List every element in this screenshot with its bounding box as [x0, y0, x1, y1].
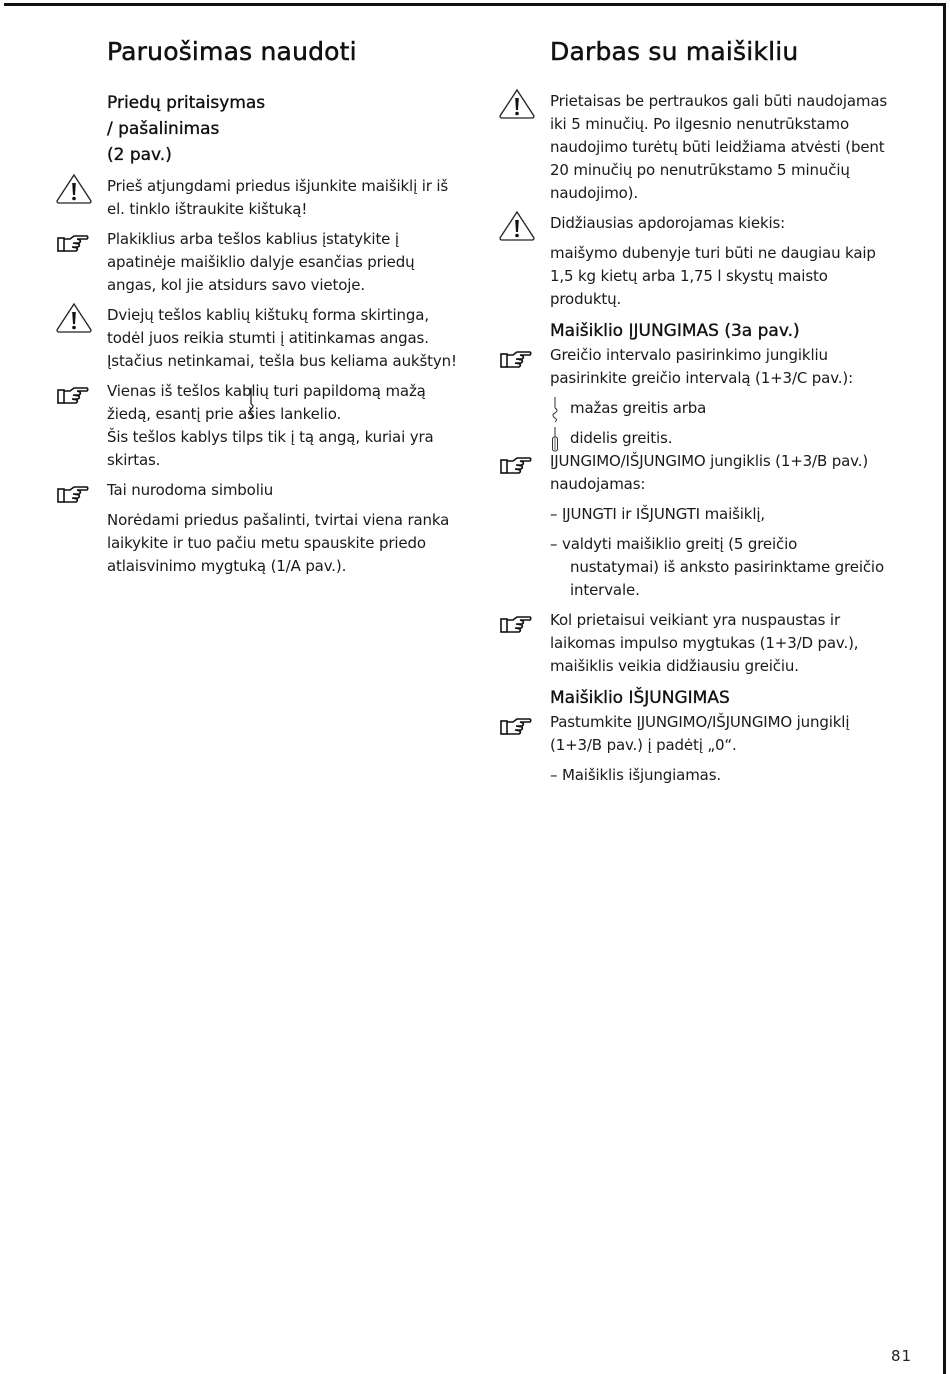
page-border-top	[4, 3, 946, 6]
speed-high-label: didelis greitis.	[570, 429, 673, 447]
speed-high-item	[550, 427, 920, 450]
hint-block	[107, 479, 477, 502]
text-line: naudojimo turėtų būti leidžiama atvėsti (bent	[550, 138, 885, 156]
text-line: maišymo dubenyje turi būti ne daugiau kaip	[550, 244, 876, 262]
text-line: (1+3/B pav.) į padėtį „0“.	[550, 736, 737, 754]
page-number: 81	[891, 1347, 913, 1365]
text-line: Šis tešlos kablys tilps tik į tą angą, kuriai yra	[107, 428, 434, 446]
text-line: 1,5 kg kietų arba 1,75 l skystų maisto	[550, 267, 828, 285]
left-column	[107, 36, 477, 578]
text-line: laikomas impulso mygtukas (1+3/D pav.),	[550, 634, 859, 652]
warning-icon	[55, 173, 93, 203]
pointing-hand-icon	[57, 485, 95, 515]
warning-icon	[498, 88, 536, 118]
pointing-hand-icon	[500, 456, 538, 486]
text-line: laikykite ir tuo pačiu metu spauskite priedo	[107, 534, 426, 552]
text-line: ĮJUNGIMO/IŠJUNGIMO jungiklis (1+3/B pav.)	[550, 452, 869, 470]
pointing-hand-icon	[57, 234, 95, 264]
text-line: maišiklis veikia didžiausiu greičiu.	[550, 657, 799, 675]
text-line: Plakiklius arba tešlos kablius įstatykite į	[107, 230, 399, 248]
text-line: Prietaisas be pertraukos gali būti naudojamas	[550, 92, 888, 110]
warning-icon	[55, 302, 93, 332]
removal-instructions	[107, 509, 477, 578]
text-line: iki 5 minučių. Po ilgesnio nenutrūkstamo	[550, 115, 849, 133]
page-border-right	[943, 3, 946, 1374]
text-line: angas, kol jie atsidurs savo vietoje.	[107, 276, 365, 294]
text-line: naudojimo).	[550, 184, 638, 202]
speed-low-item	[550, 397, 920, 420]
bullet-item	[550, 533, 920, 602]
text-line: apatinėje maišiklio dalyje esančias priedų	[107, 253, 415, 271]
warning-block	[107, 304, 477, 373]
text-line: el. tinklo ištraukite kištuką!	[107, 200, 308, 218]
warning-block-duration	[550, 90, 920, 205]
pointing-hand-icon	[57, 386, 95, 416]
dough-hook-ring-icon	[247, 388, 257, 418]
subsection-title-attachments	[107, 90, 477, 168]
subtitle-line: Priedų pritaisymas	[107, 93, 266, 113]
pointing-hand-icon	[500, 717, 538, 747]
subsection-title-switch-on: Maišiklio ĮJUNGIMAS (3a pav.)	[550, 321, 800, 341]
subtitle-line: (2 pav.)	[107, 145, 172, 165]
text-line: Greičio intervalo pasirinkimo jungikliu	[550, 346, 828, 364]
section-title-operation: Darbas su maišikliu	[550, 37, 799, 66]
bullet-item: – ĮJUNGTI ir IŠJUNGTI maišiklį,	[550, 505, 765, 523]
right-column	[550, 36, 920, 787]
switch-off-result: – Maišiklis išjungiamas.	[550, 766, 721, 784]
pointing-hand-icon	[500, 350, 538, 380]
hint-block	[107, 228, 477, 297]
section-title-preparation: Paruošimas naudoti	[107, 37, 357, 66]
text-line: Dviejų tešlos kablių kištukų forma skirtinga,	[107, 306, 429, 324]
text-line: Pastumkite ĮJUNGIMO/IŠJUNGIMO jungiklį	[550, 713, 850, 731]
text-line: nustatymai) iš anksto pasirinktame greičio	[570, 558, 884, 576]
hint-block-impulse	[550, 609, 920, 678]
text-line: Norėdami priedus pašalinti, tvirtai viena ranka	[107, 511, 450, 529]
text-line: intervale.	[570, 581, 640, 599]
warning-block-capacity	[550, 212, 920, 235]
subtitle-line: / pašalinimas	[107, 119, 220, 139]
low-speed-icon	[550, 397, 562, 423]
text-line: skirtas.	[107, 451, 161, 469]
capacity-text	[550, 242, 920, 311]
warning-icon	[498, 210, 536, 240]
text-line: Didžiausias apdorojamas kiekis:	[550, 214, 786, 232]
hint-block-switch-off	[550, 711, 920, 757]
text-line: naudojamas:	[550, 475, 646, 493]
text-line: Kol prietaisui veikiant yra nuspaustas ir	[550, 611, 840, 629]
hint-block-onoff-switch	[550, 450, 920, 496]
hint-block-speed-range	[550, 344, 920, 390]
text-line: produktų.	[550, 290, 622, 308]
text-line: todėl juos reikia stumti į atitinkamas angas.	[107, 329, 429, 347]
text-line: 20 minučių po nenutrūkstamo 5 minučių	[550, 161, 850, 179]
text-line: Vienas iš tešlos kablių turi papildomą mažą	[107, 382, 426, 400]
subsection-title-switch-off: Maišiklio IŠJUNGIMAS	[550, 688, 730, 708]
text-line: Prieš atjungdami priedus išjunkite maišiklį ir iš	[107, 177, 449, 195]
warning-block	[107, 175, 477, 221]
pointing-hand-icon	[500, 615, 538, 645]
text-line: atlaisvinimo mygtuką (1/A pav.).	[107, 557, 347, 575]
speed-low-label: mažas greitis arba	[570, 399, 707, 417]
text-line: Įstačius netinkamai, tešla bus keliama aukštyn!	[107, 352, 457, 370]
text-line: Tai nurodoma simboliu	[107, 481, 274, 499]
text-line: žiedą, esantį prie ašies lankelio.	[107, 405, 342, 423]
text-line: – valdyti maišiklio greitį (5 greičio	[550, 535, 798, 553]
text-line: pasirinkite greičio intervalą (1+3/C pav.):	[550, 369, 853, 387]
hint-block	[107, 380, 477, 472]
